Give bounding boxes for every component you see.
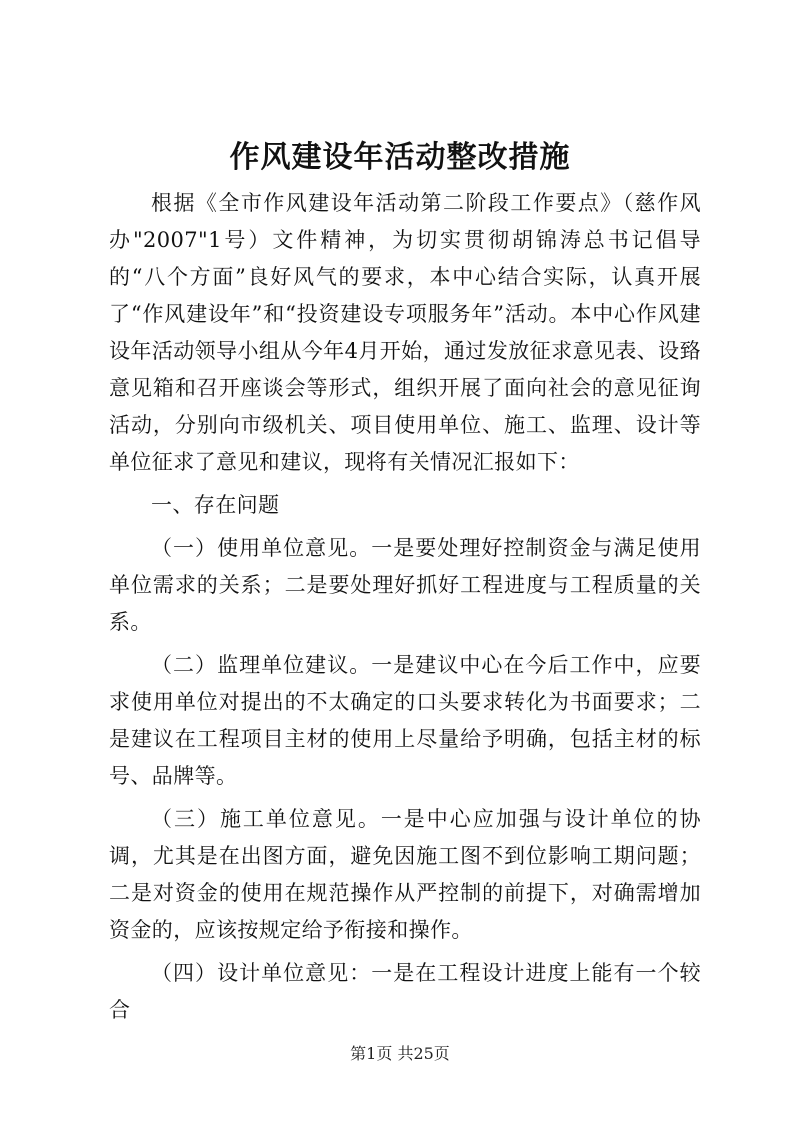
intro-paragraph: 根据《全市作风建设年活动第二阶段工作要点》（慈作风办"2007"1号）文件精神，为切实贯彻胡锦涛总书记倡导的“八个方面”良好风气的要求，本中心结合实际，认真开展了“作风建设年”和“投资建设专项服务年”活动。本中心作风建设年活动领导小组从今年4月开始，通过发放征求意见表、设臵意见箱和召开座谈会等形式，组织开展了面向社会的意见征询活动，分别向市级机关、项目使用单位、施工、监理、设计等单位征求了意见和建议，现将有关情况汇报如下： bbox=[109, 191, 701, 474]
page-number-footer: 第1页 共25页 bbox=[350, 1044, 450, 1063]
paragraph-design-units: （四）设计单位意见：一是在工程设计进度上能有一个较合 bbox=[109, 961, 701, 1022]
document-title: 作风建设年活动整改措施 bbox=[229, 140, 571, 175]
paragraph-user-units: （一）使用单位意见。一是要处理好控制资金与满足使用单位需求的关系；二是要处理好抓好工程进度与工程质量的关系。 bbox=[109, 536, 701, 634]
document-body bbox=[109, 185, 701, 1029]
paragraph-supervision-units: （二）监理单位建议。一是建议中心在今后工作中，应要求使用单位对提出的不太确定的口头要求转化为书面要求；二是建议在工程项目主材的使用上尽量给予明确，包括主材的标号、品牌等。 bbox=[109, 653, 701, 788]
section-heading: 一、存在问题 bbox=[151, 493, 280, 517]
paragraph-construction-units: （三）施工单位意见。一是中心应加强与设计单位的协调，尤其是在出图方面，避免因施工图不到位影响工期问题；二是对资金的使用在规范操作从严控制的前提下，对确需增加资金的，应该按规定给予衔接和操作。 bbox=[109, 807, 701, 942]
